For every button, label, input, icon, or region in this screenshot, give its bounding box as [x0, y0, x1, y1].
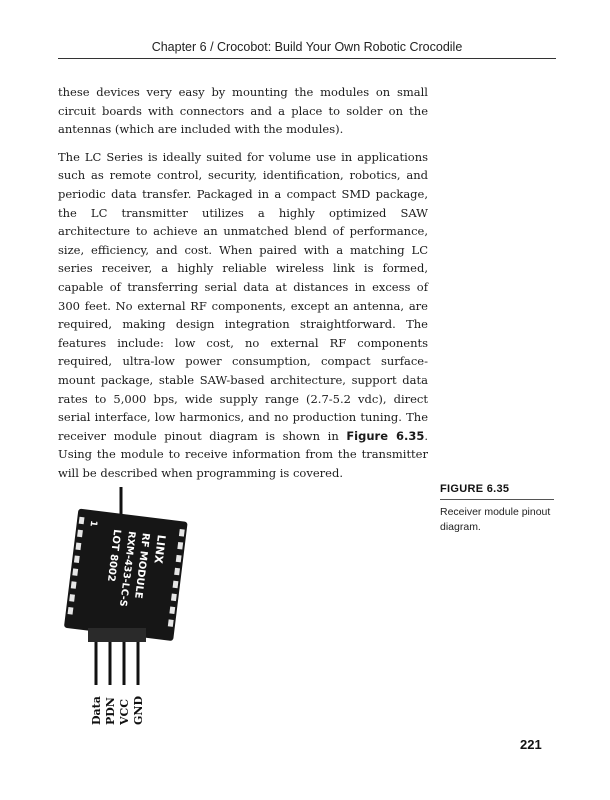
body-text — [58, 83, 428, 491]
caption-rule — [440, 499, 554, 500]
header-pins — [96, 635, 138, 685]
pin1-marker: 1 — [87, 519, 99, 528]
paragraph: these devices very easy by mounting the modules on small circuit boards with connectors and a place to solder on the antennas (which are included with the modules). — [58, 85, 428, 137]
paragraph-text: The LC Series is ideally suited for volume use in applications such as remote control, security, identification, robotics, and periodic data transfer. Packaged in a compact SMD package, the LC transmitter utilizes a highly optimized SAW architecture to achieve an unmatched blend of performance, size, efficiency, and cost. When paired with a matching LC series receiver, a highly reliable wireless link is formed, capable of transferring serial data at distances in excess of 300 feet. No external RF components, except an antenna, are required, making design integration straightforward. The features include: low cost, no external RF components required, ultra-low power consumption, compact surface-mount package, stable SAW-based architecture, support data rates to 5,000 bps, wide supply range (2.7-5.2 vdc), direct serial interface, low harmonics, and no production tuning. The receiver module pinout diagram is shown in — [58, 149, 428, 443]
pin-header-block — [88, 628, 146, 642]
module-brand: LINX — [151, 534, 168, 565]
pin-label: Data — [90, 696, 103, 725]
figure-caption-text: Receiver module pinout diagram. — [440, 506, 551, 533]
pin-label: GND — [132, 696, 145, 725]
running-header: Chapter 6 / Crocobot: Build Your Own Robotic Crocodile — [151, 40, 463, 54]
paragraph-text: . Using the module to receive information from the transmitter will be described when programming is covered. — [58, 428, 428, 480]
receiver-module-figure — [58, 485, 198, 725]
module-label-line: RF MODULE — [132, 532, 152, 600]
page-number: 221 — [520, 737, 542, 752]
figure-reference: Figure 6.35 — [346, 428, 425, 443]
pin-label: VCC — [118, 698, 131, 725]
header-rule — [58, 58, 556, 59]
module-label-line: LOT 8002 — [104, 528, 123, 583]
module-label-line: RXM-433-LC-S — [116, 530, 138, 608]
pin-label: PDN — [104, 697, 117, 725]
paragraph — [58, 148, 428, 483]
figure-caption-title: FIGURE 6.35 — [440, 483, 510, 495]
